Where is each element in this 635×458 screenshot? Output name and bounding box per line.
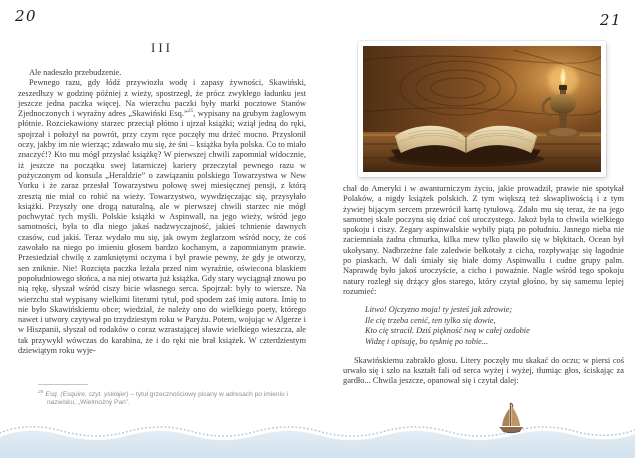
chapter-heading: III [151,40,173,55]
footnote-reference[interactable]: 25 [187,108,194,115]
book-and-lamp-photo [358,41,606,177]
paragraph: Ale nadeszło przebudzenie. [29,68,122,77]
left-page-text [18,68,306,356]
footnote-text: – tytuł grzecznościowy pisany w adresach po imieniu i nazwisku, „Wielmożny Pan”. [47,391,288,407]
sailboat-icon [494,400,528,436]
paragraph-text: Pewnego razu, gdy łódź przywiozła wodę i zapasy żywności, Skawiński, zeszedłszy w godzinę później z wieży, spostrzegł, że prócz zwykłego ładunku jest jeszcze jedna paczka więcej. Na wierzchu paczki były marki pocztowe Stanów Zjednoczonych i wyraźny adres „Skawiński Esq.” [18,78,306,119]
book-and-lamp-illustration [363,46,601,172]
verse-line: Kto cię stracił. Dziś piękność twą w całej ozdobie [365,326,530,336]
paragraph: chał do Ameryki i w awanturniczym życiu, jakie prowadził, prawie nie spotykał Polaków, a nigdy książek polskich. Z tym większą też skwapliwością i z tym żywiej bijącym sercem przewrócił kartę tytułową. Zdało mu się teraz, że na jego samotnej skale poczyna się dziać coś uroczystego. Jakoż była to chwila wielkiego spokoju i ciszy. Zegary aspinwalskie wybiły piątą po południu. Jasnego nieba nie zaciemniała żadna chmurka, kilka mew tylko pławiło się w błękitach. Ocean był ukołysany. Nadbrzeżne fale zaledwie bełkotały z cicha, rozpływając się łagodnie po piaskach. W dali śmiały się białe domy Aspinwallu i cudne grupy palm. Naprawdę było jakoś uroczyście, a cicho i poważnie. Nagle wśród tego spokoju natury rozległ się drżący głos starego, który czytał głośno, by się samemu lepiej rozumieć: [343,184,624,296]
verse-line: Widzę i opisuję, bo tęsknię po tobie... [365,337,489,347]
footnote-marker: 25 [38,390,44,395]
footnote-term: Esq. (Esquire, czyt. yskłajer) [45,391,129,399]
sea-wave-decoration [0,406,635,458]
verse-line: Litwo! Ojczyzno moja! ty jesteś jak zdrowie; [365,305,513,315]
paragraph: Skawińskiemu zabrakło głosu. Litery poczęły mu skakać do oczu; w piersi coś urwało się i szło na kształt fali od serca wyżej i wyżej, tłumiąc głos, ściskając za gardło... Chwila jeszcze, opanował się i czytał dalej: [343,355,624,386]
page-number-left: 20 [15,7,38,25]
footnote-separator [38,384,88,385]
page-number-right: 21 [599,11,622,29]
paragraph [18,78,306,356]
poem-quote [365,305,624,347]
paragraph-text: , wypisany na grubym żaglowym płótnie. Rozciekawiony starzec przeciął płótno i ujrzał książki; wziął jedną do ręki, spojrzał i położył na powrót, przy czym ręce poczęły mu drżeć mocno. Przysłonił oczy, jakby im nie wierząc; zdawało mu się, że śni – książka była polska. Co to miało znaczyć!? Kto mu mógł przysłać książkę? W pierwszej chwili zapomniał widocznie, iż jeszcze na początku swej latarniczej kariery przeczytał pewnego razu w pożyczonym od konsula „Heraldzie” o zawiązaniu polskiego Towarzystwa w New Yorku i że zaraz przesłał Towarzystwu połowę swej miesięcznej pensji, z którą zresztą nie miał co robić na wieży. Towarzystwo, wywdzięczając się, przysyłało książki. Przyszły one drogą naturalną, ale w pierwszej chwili starzec nie mógł pochwytać tych myśli. Polskie książki w Aspinwall, na jego wieży, wśród jego samotności, była to dla niego jakaś nadzwyczajność, jakieś tchnienie dawnych czasów, cud jakiś. Teraz wydało mu się, jak owym żeglarzom wśród nocy, że coś zawołało na niego po imieniu głosem bardzo kochanym, a zapomnianym prawie. Przesiedział chwilę z zamkniętymi oczyma i był prawie pewny, że gdy je otworzy, sen zniknie. Nie! Rozcięta paczka leżała przed nim wyraźnie, oświecona blaskiem popołudniowego słońca, a na niej otwarta już książka. Gdy stary wyciągnął znowu po nią rękę, słyszał wśród ciszy bicie własnego serca. Spojrzał: były to wiersze. Na wierzchu stał wypisany wielkimi literami tytuł, pod spodem zaś imię autora. Imię to nie było Skawińskiemu obce; wiedział, że należy ono do wielkiego poety, którego nawet i utwory czytywał po trzydziestym roku w Paryżu. Potem, wojując w Algerze i w Hiszpanii, słyszał od rodaków o coraz wzrastającej sławie wielkiego wieszcza, ale tak przywykł wówczas do karabina, że i do ręki nie brał książek. W czterdziestym dziewiątym roku wyje- [18,109,306,356]
footnote [38,389,309,408]
right-page-text [343,184,624,387]
verse-line: Ile cię trzeba cenić, ten tylko się dowie, [365,315,496,325]
